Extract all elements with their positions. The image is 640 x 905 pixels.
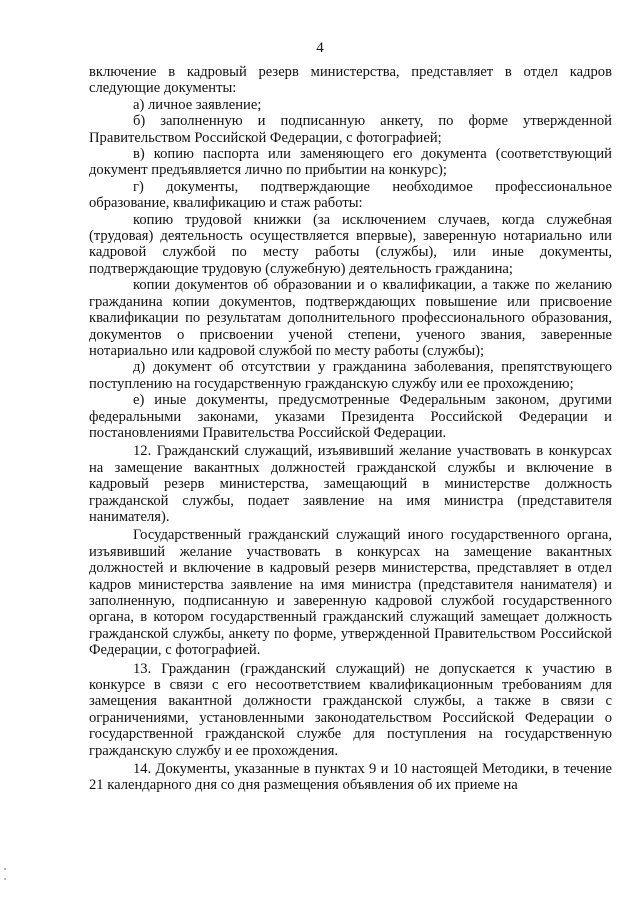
list-item-d: д) документ об отсутствии у гражданина заболевания, препятствующего поступлению на государственную гражданскую службу или ее прохождению; (89, 359, 612, 392)
document-body (89, 64, 612, 794)
list-item-g: г) документы, подтверждающие необходимое профессиональное образование, квалификацию и стаж работы: (89, 178, 612, 212)
list-item-b: б) заполненную и подписанную анкету, по форме утвержденной Правительством Российской Федерации, с фотографией; (89, 113, 612, 146)
clause-14: 14. Документы, указанные в пунктах 9 и 10 настоящей Методики, в течение 21 календарного дня со дня размещения объявления об их приеме на (89, 761, 612, 794)
clause-12-other-organ: Государственный гражданский служащий иного государственного органа, изъявивший желание участвовать в конкурсах на замещение вакантных должностей и включение в кадровый резерв министерства, представляет в отдел кадров министерства заявление на имя министра (представителя нанимателя) и заполненную, подписанную и заверенную кадровой службой государственного органа, в котором государственный гражданский служащий замещает должность гражданской службы, анкету по форме, утвержденной Правительством Российской Федерации, с фотографией. (89, 527, 612, 659)
list-item-v: в) копию паспорта или заменяющего его документа (соответствующий документ предъявляется лично по прибытии на конкурс); (89, 146, 612, 179)
subitem-education-docs: копии документов об образовании и о квалификации, а также по желанию гражданина копии документов, подтверждающих повышение или присвоение квалификации по результатам дополнительного профессионального образования, документов о присвоении ученой степени, ученого звания, заверенные нотариально или кадровой службой по месту работы (службы); (89, 277, 612, 359)
subitem-work-book: копию трудовой книжки (за исключением случаев, когда служебная (трудовая) деятельность осуществляется впервые), заверенную нотариально или кадровой службой по месту работы (службы), или иные документы, подтверждающие трудовую (служебную) деятельность гражданина; (89, 211, 612, 277)
scan-specks (4, 868, 7, 892)
page-number: 4 (316, 40, 324, 56)
paragraph-continuation: включение в кадровый резерв министерства, представляет в отдел кадров следующие документы: (89, 64, 612, 97)
list-item-e: е) иные документы, предусмотренные Федеральным законом, другими федеральными законами, указами Президента Российской Федерации и постановлениями Правительства Российской Федерации. (89, 392, 612, 441)
clause-13: 13. Гражданин (гражданский служащий) не допускается к участию в конкурсе в связи с его несоответствием квалификационным требованиям для замещения вакантной должности гражданской службы, а также в связи с ограничениями, установленными законодательством Российской Федерации о государственной гражданской службе для поступления на государственную гражданскую службу и ее прохождения. (89, 660, 612, 759)
list-item-a: а) личное заявление; (133, 96, 262, 113)
clause-12: 12. Гражданский служащий, изъявивший желание участвовать в конкурсах на замещение вакантных должностей гражданской службы и включение в кадровый резерв министерства, замещающий в министерстве должность гражданской службы, подает заявление на имя министра (представителя нанимателя). (89, 443, 612, 525)
